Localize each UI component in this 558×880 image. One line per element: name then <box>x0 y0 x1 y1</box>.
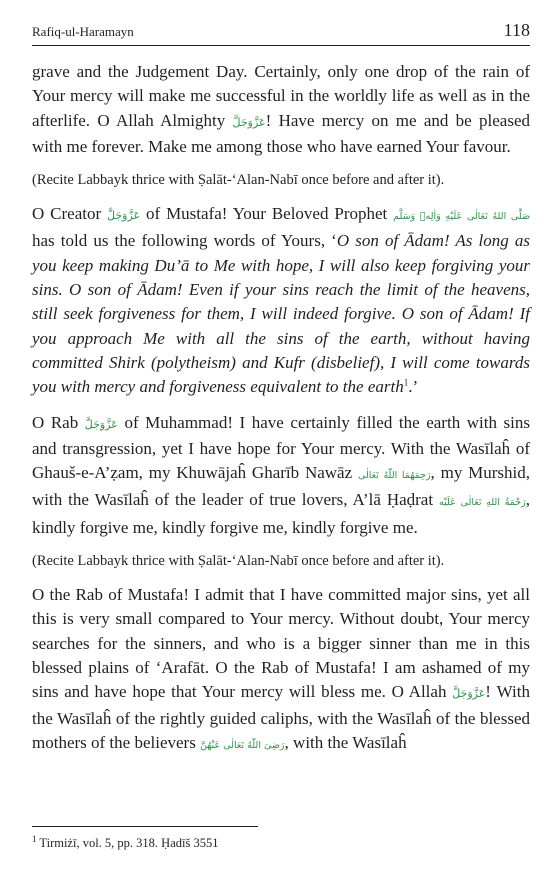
text-run: ! With the Wasīlaĥ of the rightly guided caliphs, with the Wasīlaĥ of the blessed mothers of the believers <box>32 682 530 752</box>
text-run: .’ <box>408 377 419 397</box>
footnote-text: Tirmiżī, vol. 5, pp. 318. Ḥadīš 3551 <box>36 836 219 850</box>
arabic-honorific: عَزَّوَجَلَّ <box>452 687 486 701</box>
text-run: grave and the Judgement Day. Certainly, only one drop of the rain of Your mercy will make me successful in the worldly life as well as in the afterlife. O Allah Almighty <box>32 62 530 130</box>
page-body <box>32 60 530 769</box>
arabic-honorific: عَزَّوَجَلَّ <box>84 417 118 431</box>
text-run: ! Have mercy on me and be pleased with me forever. Make me among those who have earned Your favour. <box>32 110 530 156</box>
arabic-honorific: عَزَّوَجَلَّ <box>107 209 141 223</box>
paragraph-2 <box>32 202 530 399</box>
page-header <box>32 20 530 42</box>
recitation-note: (Recite Labbayk thrice with Ṣalāt-‘Alan-Nabī once before and after it). <box>32 553 445 570</box>
arabic-honorific: رَضِیَ اللّٰهُ تَعَالٰی عَنْهُنَّ <box>200 739 285 751</box>
paragraph-1 <box>32 60 530 159</box>
arabic-honorific: عَزَّوَجَلَّ <box>232 115 266 129</box>
text-run: , with the Wasīlaĥ <box>284 732 407 752</box>
footnote-rule <box>32 826 258 827</box>
arabic-honorific: رَحِمَهُمَا اللّٰهُ تَعَالٰى <box>357 470 431 482</box>
text-run: of Mustafa! Your Beloved Prophet <box>140 204 394 224</box>
text-run: , kindly forgive me, kindly forgive me, kindly forgive me. <box>32 490 530 537</box>
footnote-reference: 1 <box>403 377 409 388</box>
paragraph-4 <box>32 583 530 758</box>
page-number: 118 <box>503 20 530 40</box>
footnote-mark: 1 <box>32 833 37 844</box>
quoted-hadith: O son of Ādam! As long as you keep making Du’ā to Me with hope, I will also keep forgiving your sins. O son of Ādam! Even if your sins reach the limit of the heavens, still seek forgiveness for them, I will indeed forgive. O son of Ādam! If you approach Me with all the sins of the earth, without having committed Shirk (polytheism) and Kufr (disbelief), I will come towards you with mercy and forgiveness equivalent to the earth <box>32 231 530 397</box>
arabic-honorific: رَحْمَةُ اللهِ تَعَالٰى عَلَيْه <box>439 497 526 509</box>
arabic-honorific: صَلَّى اللهُ تَعَالٰى عَلَيْهِ وَاٰلِهٖ وَسَلَّم <box>393 211 531 223</box>
running-title: Rafiq-ul-Haramayn <box>32 24 134 39</box>
text-run: of Muhammad! I have certainly filled the earth with sins and transgression, yet I have hope for Your mercy. With the Wasīlaĥ of Ghauš-e-A’ẓam, my Khuwājaĥ Gharīb Nawāz <box>32 412 530 483</box>
footnote <box>32 833 219 851</box>
text-run: O Creator <box>32 204 108 224</box>
text-run: has told us the following words of Yours, ‘ <box>32 231 337 251</box>
recitation-note: (Recite Labbayk thrice with Ṣalāt-‘Alan-Nabī once before and after it). <box>32 172 445 189</box>
text-run: O Rab <box>32 412 85 432</box>
header-rule <box>32 45 530 46</box>
paragraph-3 <box>32 411 530 540</box>
text-run: O the Rab of Mustafa! I admit that I have committed major sins, yet all this is very small compared to Your mercy. Without doubt, Your mercy searches for the sinners, and who is a bigger sinner than me in this blessed plains of ‘Arafāt. O the Rab of Mustafa! I am ashamed of my sins and have hope that Your mercy will bless me. O Allah <box>32 585 530 702</box>
text-run: , my Murshid, with the Wasīlaĥ of the leader of true lovers, A’lā Ḥaḍrat <box>32 463 531 510</box>
